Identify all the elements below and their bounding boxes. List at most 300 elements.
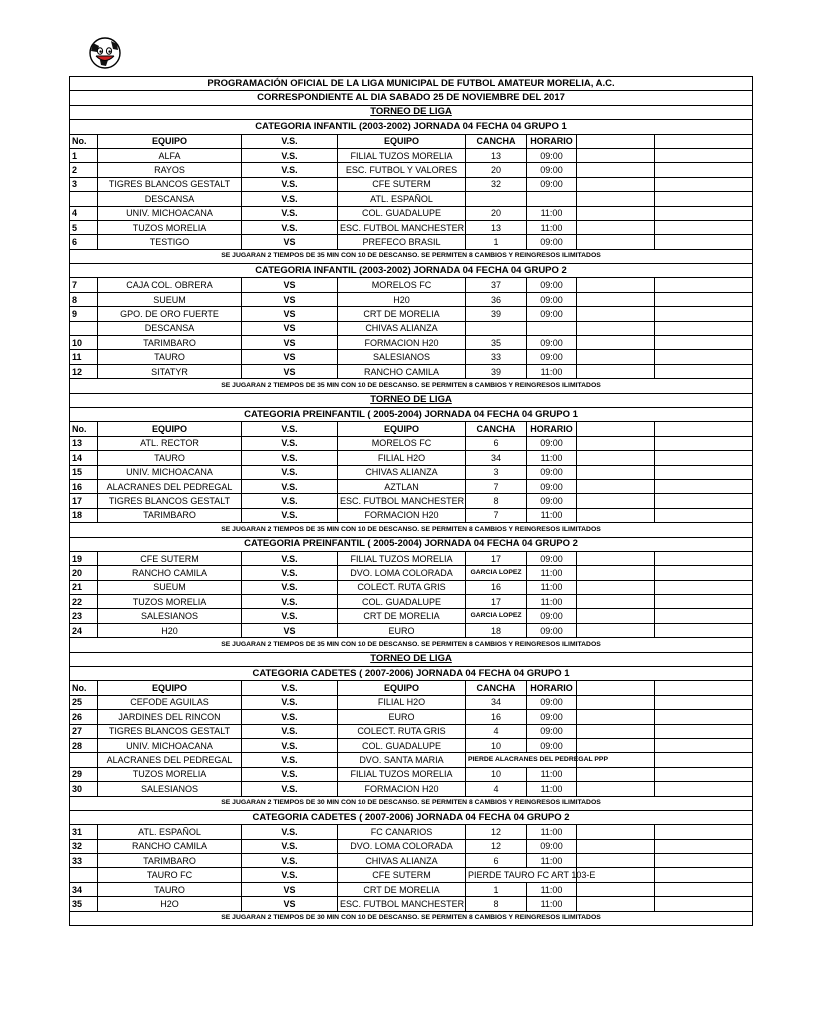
- column-cancha: CANCHA: [466, 134, 527, 148]
- match-number: 27: [70, 724, 98, 738]
- horario-value: 09:00: [527, 465, 577, 479]
- cancha-value: 18: [466, 623, 527, 637]
- home-team: TAURO FC: [98, 868, 242, 882]
- horario-value: 11:00: [527, 595, 577, 609]
- away-team: EURO: [338, 623, 466, 637]
- cancha-value: 8: [466, 494, 527, 508]
- match-row: [70, 897, 753, 911]
- match-row: [70, 206, 753, 220]
- match-row: [70, 192, 753, 206]
- away-team: CRT DE MORELIA: [338, 307, 466, 321]
- empty-cell: [655, 551, 753, 565]
- match-row: [70, 364, 753, 378]
- column-away-team: EQUIPO: [338, 134, 466, 148]
- match-row: [70, 551, 753, 565]
- column-header-row: [70, 134, 753, 148]
- horario-value: 09:00: [527, 609, 577, 623]
- home-team: SITATYR: [98, 364, 242, 378]
- cancha-value: 13: [466, 148, 527, 162]
- empty-cell: [577, 551, 655, 565]
- match-number: 14: [70, 451, 98, 465]
- match-number: 26: [70, 710, 98, 724]
- away-team: DVO. LOMA COLORADA: [338, 839, 466, 853]
- vs-label: V.S.: [242, 192, 338, 206]
- horario-value: [527, 192, 577, 206]
- match-number: 7: [70, 278, 98, 292]
- vs-label: V.S.: [242, 566, 338, 580]
- vs-label: V.S.: [242, 854, 338, 868]
- cancha-value: 37: [466, 278, 527, 292]
- empty-cell: [655, 767, 753, 781]
- vs-label: V.S.: [242, 220, 338, 234]
- vs-label: VS: [242, 350, 338, 364]
- home-team: TARIMBARO: [98, 854, 242, 868]
- match-row: [70, 494, 753, 508]
- empty-cell: [655, 422, 753, 436]
- match-row: [70, 595, 753, 609]
- match-row: [70, 566, 753, 580]
- empty-cell: [655, 465, 753, 479]
- rules-note: SE JUGARAN 2 TIEMPOS DE 35 MIN CON 10 DE DESCANSO. SE PERMITEN 8 CAMBIOS Y REINGRESOS ILIMITADOS: [70, 638, 753, 652]
- tournament-title: TORNEO DE LIGA: [70, 105, 753, 119]
- category-row: [70, 120, 753, 134]
- empty-cell: [655, 278, 753, 292]
- vs-label: V.S.: [242, 767, 338, 781]
- column-cancha: CANCHA: [466, 422, 527, 436]
- empty-cell: [655, 364, 753, 378]
- empty-cell: [655, 724, 753, 738]
- cancha-value: 16: [466, 710, 527, 724]
- match-number: 22: [70, 595, 98, 609]
- vs-label: V.S.: [242, 710, 338, 724]
- away-team: COL. GUADALUPE: [338, 738, 466, 752]
- column-header-row: [70, 422, 753, 436]
- horario-value: 11:00: [527, 825, 577, 839]
- away-team: ESC. FUTBOL Y VALORES: [338, 163, 466, 177]
- match-row: [70, 163, 753, 177]
- match-number: 15: [70, 465, 98, 479]
- rules-note: SE JUGARAN 2 TIEMPOS DE 35 MIN CON 10 DE DESCANSO. SE PERMITEN 8 CAMBIOS Y REINGRESOS ILIMITADOS: [70, 523, 753, 537]
- match-remark: PIERDE TAURO FC ART 103-E: [466, 868, 577, 882]
- vs-label: V.S.: [242, 465, 338, 479]
- match-row: [70, 465, 753, 479]
- empty-cell: [655, 609, 753, 623]
- home-team: H2O: [98, 897, 242, 911]
- cancha-value: 20: [466, 206, 527, 220]
- column-horario: HORARIO: [527, 134, 577, 148]
- away-team: RANCHO CAMILA: [338, 364, 466, 378]
- vs-label: V.S.: [242, 206, 338, 220]
- header-row: [70, 77, 753, 91]
- column-no: No.: [70, 134, 98, 148]
- horario-value: 11:00: [527, 451, 577, 465]
- category-title: CATEGORIA INFANTIL (2003-2002) JORNADA 04 FECHA 04 GRUPO 2: [70, 264, 753, 278]
- match-number: 8: [70, 292, 98, 306]
- document-date: CORRESPONDIENTE AL DIA SABADO 25 DE NOVIEMBRE DEL 2017: [70, 91, 753, 105]
- empty-cell: [655, 595, 753, 609]
- column-cancha: CANCHA: [466, 681, 527, 695]
- home-team: ALFA: [98, 148, 242, 162]
- vs-label: VS: [242, 292, 338, 306]
- away-team: DVO. LOMA COLORADA: [338, 566, 466, 580]
- match-number: 24: [70, 623, 98, 637]
- match-number: 19: [70, 551, 98, 565]
- column-horario: HORARIO: [527, 422, 577, 436]
- empty-cell: [577, 724, 655, 738]
- empty-cell: [577, 465, 655, 479]
- horario-value: 09:00: [527, 350, 577, 364]
- schedule-table: [69, 76, 753, 926]
- away-team: COL. GUADALUPE: [338, 206, 466, 220]
- empty-cell: [655, 479, 753, 493]
- home-team: SUEUM: [98, 580, 242, 594]
- away-team: CHIVAS ALIANZA: [338, 465, 466, 479]
- column-away-team: EQUIPO: [338, 681, 466, 695]
- cancha-value: 10: [466, 738, 527, 752]
- vs-label: V.S.: [242, 782, 338, 796]
- cancha-value: 39: [466, 364, 527, 378]
- horario-value: 09:00: [527, 724, 577, 738]
- empty-cell: [655, 436, 753, 450]
- vs-label: V.S.: [242, 479, 338, 493]
- cancha-value: 12: [466, 839, 527, 853]
- rules-note-row: [70, 796, 753, 810]
- empty-cell: [577, 177, 655, 191]
- cancha-value: 6: [466, 436, 527, 450]
- empty-cell: [655, 336, 753, 350]
- home-team: SALESIANOS: [98, 609, 242, 623]
- empty-cell: [577, 566, 655, 580]
- empty-cell: [577, 508, 655, 522]
- match-row: [70, 479, 753, 493]
- column-horario: HORARIO: [527, 681, 577, 695]
- horario-value: 09:00: [527, 163, 577, 177]
- header-row: [70, 91, 753, 105]
- cancha-value: 39: [466, 307, 527, 321]
- document-title: PROGRAMACIÓN OFICIAL DE LA LIGA MUNICIPAL DE FUTBOL AMATEUR MORELIA, A.C.: [70, 77, 753, 91]
- empty-cell: [577, 220, 655, 234]
- horario-value: 11:00: [527, 364, 577, 378]
- match-row: [70, 868, 753, 882]
- vs-label: V.S.: [242, 868, 338, 882]
- away-team: PREFECO BRASIL: [338, 235, 466, 249]
- home-team: ATL. RECTOR: [98, 436, 242, 450]
- vs-label: V.S.: [242, 177, 338, 191]
- category-title: CATEGORIA CADETES ( 2007-2006) JORNADA 04 FECHA 04 GRUPO 1: [70, 667, 753, 681]
- vs-label: V.S.: [242, 163, 338, 177]
- home-team: TAURO: [98, 451, 242, 465]
- empty-cell: [655, 494, 753, 508]
- match-number: 34: [70, 882, 98, 896]
- match-number: 10: [70, 336, 98, 350]
- horario-value: 09:00: [527, 623, 577, 637]
- match-row: [70, 292, 753, 306]
- empty-cell: [577, 451, 655, 465]
- match-row: [70, 148, 753, 162]
- empty-cell: [655, 782, 753, 796]
- cancha-value: 7: [466, 508, 527, 522]
- cancha-value: 20: [466, 163, 527, 177]
- horario-value: 09:00: [527, 278, 577, 292]
- horario-value: 11:00: [527, 897, 577, 911]
- tournament-title: TORNEO DE LIGA: [70, 652, 753, 666]
- empty-cell: [655, 177, 753, 191]
- horario-value: 09:00: [527, 479, 577, 493]
- home-team: UNIV. MICHOACANA: [98, 465, 242, 479]
- home-team: TUZOS MORELIA: [98, 595, 242, 609]
- vs-label: VS: [242, 364, 338, 378]
- empty-cell: [655, 710, 753, 724]
- empty-cell: [577, 710, 655, 724]
- vs-label: VS: [242, 623, 338, 637]
- home-team: SALESIANOS: [98, 782, 242, 796]
- vs-label: V.S.: [242, 494, 338, 508]
- empty-cell: [655, 882, 753, 896]
- away-team: FC CANARIOS: [338, 825, 466, 839]
- match-number: 4: [70, 206, 98, 220]
- match-row: [70, 278, 753, 292]
- match-row: [70, 623, 753, 637]
- empty-cell: [577, 897, 655, 911]
- match-row: [70, 307, 753, 321]
- away-team: ESC. FUTBOL MANCHESTER: [338, 220, 466, 234]
- empty-cell: [655, 235, 753, 249]
- vs-label: V.S.: [242, 508, 338, 522]
- home-team: DESCANSA: [98, 192, 242, 206]
- home-team: ATL. ESPAÑOL: [98, 825, 242, 839]
- match-number: 17: [70, 494, 98, 508]
- column-away-team: EQUIPO: [338, 422, 466, 436]
- rules-note: SE JUGARAN 2 TIEMPOS DE 35 MIN CON 10 DE DESCANSO. SE PERMITEN 8 CAMBIOS Y REINGRESOS ILIMITADOS: [70, 379, 753, 393]
- away-team: ATL. ESPAÑOL: [338, 192, 466, 206]
- match-number: 2: [70, 163, 98, 177]
- away-team: MORELOS FC: [338, 436, 466, 450]
- tournament-row: [70, 652, 753, 666]
- home-team: TESTIGO: [98, 235, 242, 249]
- tournament-row: [70, 393, 753, 407]
- home-team: CAJA COL. OBRERA: [98, 278, 242, 292]
- match-number: 1: [70, 148, 98, 162]
- cancha-value: 13: [466, 220, 527, 234]
- home-team: TAURO: [98, 350, 242, 364]
- match-number: 18: [70, 508, 98, 522]
- vs-label: V.S.: [242, 695, 338, 709]
- home-team: RANCHO CAMILA: [98, 566, 242, 580]
- away-team: FILIAL H2O: [338, 451, 466, 465]
- match-number: [70, 192, 98, 206]
- match-number: 20: [70, 566, 98, 580]
- vs-label: V.S.: [242, 724, 338, 738]
- match-row: [70, 882, 753, 896]
- home-team: CEFODE AGUILAS: [98, 695, 242, 709]
- empty-cell: [577, 623, 655, 637]
- home-team: TIGRES BLANCOS GESTALT: [98, 494, 242, 508]
- column-home-team: EQUIPO: [98, 422, 242, 436]
- match-number: 28: [70, 738, 98, 752]
- empty-cell: [655, 192, 753, 206]
- empty-cell: [655, 854, 753, 868]
- match-number: 32: [70, 839, 98, 853]
- match-row: [70, 724, 753, 738]
- rules-note-row: [70, 638, 753, 652]
- match-row: [70, 436, 753, 450]
- match-number: 13: [70, 436, 98, 450]
- match-number: 5: [70, 220, 98, 234]
- away-team: COLECT. RUTA GRIS: [338, 724, 466, 738]
- rules-note: SE JUGARAN 2 TIEMPOS DE 35 MIN CON 10 DE DESCANSO. SE PERMITEN 8 CAMBIOS Y REINGRESOS ILIMITADOS: [70, 249, 753, 263]
- away-team: FILIAL TUZOS MORELIA: [338, 551, 466, 565]
- home-team: TUZOS MORELIA: [98, 767, 242, 781]
- rules-note-row: [70, 911, 753, 925]
- home-team: RAYOS: [98, 163, 242, 177]
- empty-cell: [655, 350, 753, 364]
- away-team: CFE SUTERM: [338, 868, 466, 882]
- away-team: MORELOS FC: [338, 278, 466, 292]
- home-team: DESCANSA: [98, 321, 242, 335]
- match-row: [70, 235, 753, 249]
- home-team: ALACRANES DEL PEDREGAL: [98, 753, 242, 767]
- cancha-value: 34: [466, 695, 527, 709]
- vs-label: VS: [242, 882, 338, 896]
- cancha-value: 17: [466, 551, 527, 565]
- match-row: [70, 508, 753, 522]
- vs-label: V.S.: [242, 451, 338, 465]
- away-team: DVO. SANTA MARIA: [338, 753, 466, 767]
- cancha-value: 10: [466, 767, 527, 781]
- match-number: 33: [70, 854, 98, 868]
- cancha-value: [466, 321, 527, 335]
- horario-value: 11:00: [527, 206, 577, 220]
- away-team: FILIAL TUZOS MORELIA: [338, 148, 466, 162]
- vs-label: V.S.: [242, 436, 338, 450]
- empty-cell: [577, 192, 655, 206]
- match-row: [70, 220, 753, 234]
- match-row: [70, 321, 753, 335]
- away-team: FORMACION H20: [338, 508, 466, 522]
- empty-cell: [577, 148, 655, 162]
- cancha-value: 6: [466, 854, 527, 868]
- vs-label: V.S.: [242, 738, 338, 752]
- empty-cell: [655, 825, 753, 839]
- category-title: CATEGORIA PREINFANTIL ( 2005-2004) JORNADA 04 FECHA 04 GRUPO 1: [70, 407, 753, 421]
- away-team: H20: [338, 292, 466, 306]
- empty-cell: [655, 738, 753, 752]
- empty-cell: [577, 206, 655, 220]
- away-team: CHIVAS ALIANZA: [338, 321, 466, 335]
- home-team: TARIMBARO: [98, 336, 242, 350]
- vs-label: V.S.: [242, 839, 338, 853]
- cancha-value: 16: [466, 580, 527, 594]
- vs-label: VS: [242, 307, 338, 321]
- match-row: [70, 825, 753, 839]
- match-number: [70, 868, 98, 882]
- empty-cell: [577, 134, 655, 148]
- vs-label: V.S.: [242, 551, 338, 565]
- cancha-value: 17: [466, 595, 527, 609]
- empty-cell: [577, 595, 655, 609]
- match-row: [70, 854, 753, 868]
- match-number: 6: [70, 235, 98, 249]
- column-vs: V.S.: [242, 134, 338, 148]
- horario-value: 11:00: [527, 220, 577, 234]
- vs-label: V.S.: [242, 595, 338, 609]
- tournament-title: TORNEO DE LIGA: [70, 393, 753, 407]
- empty-cell: [577, 695, 655, 709]
- match-number: 3: [70, 177, 98, 191]
- empty-cell: [577, 681, 655, 695]
- empty-cell: [655, 695, 753, 709]
- league-logo: [84, 34, 126, 74]
- vs-label: V.S.: [242, 825, 338, 839]
- horario-value: 11:00: [527, 854, 577, 868]
- empty-cell: [577, 479, 655, 493]
- column-vs: V.S.: [242, 681, 338, 695]
- empty-cell: [577, 422, 655, 436]
- empty-cell: [655, 580, 753, 594]
- vs-label: VS: [242, 897, 338, 911]
- horario-value: 09:00: [527, 307, 577, 321]
- cancha-value: 1: [466, 235, 527, 249]
- horario-value: 09:00: [527, 695, 577, 709]
- horario-value: 09:00: [527, 710, 577, 724]
- empty-cell: [655, 134, 753, 148]
- match-remark: PIERDE ALACRANES DEL PEDREGAL PPP: [466, 753, 577, 767]
- vs-label: V.S.: [242, 148, 338, 162]
- vs-label: V.S.: [242, 609, 338, 623]
- home-team: SUEUM: [98, 292, 242, 306]
- away-team: CRT DE MORELIA: [338, 882, 466, 896]
- vs-label: VS: [242, 336, 338, 350]
- empty-cell: [577, 580, 655, 594]
- rules-note-row: [70, 523, 753, 537]
- cancha-value: 8: [466, 897, 527, 911]
- match-row: [70, 451, 753, 465]
- horario-value: 09:00: [527, 235, 577, 249]
- category-title: CATEGORIA PREINFANTIL ( 2005-2004) JORNADA 04 FECHA 04 GRUPO 2: [70, 537, 753, 551]
- match-number: 21: [70, 580, 98, 594]
- away-team: ESC. FUTBOL MANCHESTER: [338, 494, 466, 508]
- horario-value: 11:00: [527, 566, 577, 580]
- match-number: 11: [70, 350, 98, 364]
- match-number: 35: [70, 897, 98, 911]
- match-row: [70, 738, 753, 752]
- rules-note-row: [70, 379, 753, 393]
- cancha-value: 4: [466, 782, 527, 796]
- horario-value: 09:00: [527, 336, 577, 350]
- vs-label: V.S.: [242, 580, 338, 594]
- empty-cell: [655, 508, 753, 522]
- empty-cell: [577, 782, 655, 796]
- empty-cell: [655, 897, 753, 911]
- match-row: [70, 177, 753, 191]
- match-number: [70, 753, 98, 767]
- empty-cell: [577, 364, 655, 378]
- cancha-value: 36: [466, 292, 527, 306]
- match-number: 29: [70, 767, 98, 781]
- category-row: [70, 537, 753, 551]
- home-team: TARIMBARO: [98, 508, 242, 522]
- cancha-value: 32: [466, 177, 527, 191]
- empty-cell: [655, 321, 753, 335]
- home-team: CFE SUTERM: [98, 551, 242, 565]
- column-home-team: EQUIPO: [98, 134, 242, 148]
- match-row: [70, 753, 753, 767]
- column-vs: V.S.: [242, 422, 338, 436]
- vs-label: VS: [242, 278, 338, 292]
- home-team: TUZOS MORELIA: [98, 220, 242, 234]
- category-title: CATEGORIA INFANTIL (2003-2002) JORNADA 04 FECHA 04 GRUPO 1: [70, 120, 753, 134]
- away-team: SALESIANOS: [338, 350, 466, 364]
